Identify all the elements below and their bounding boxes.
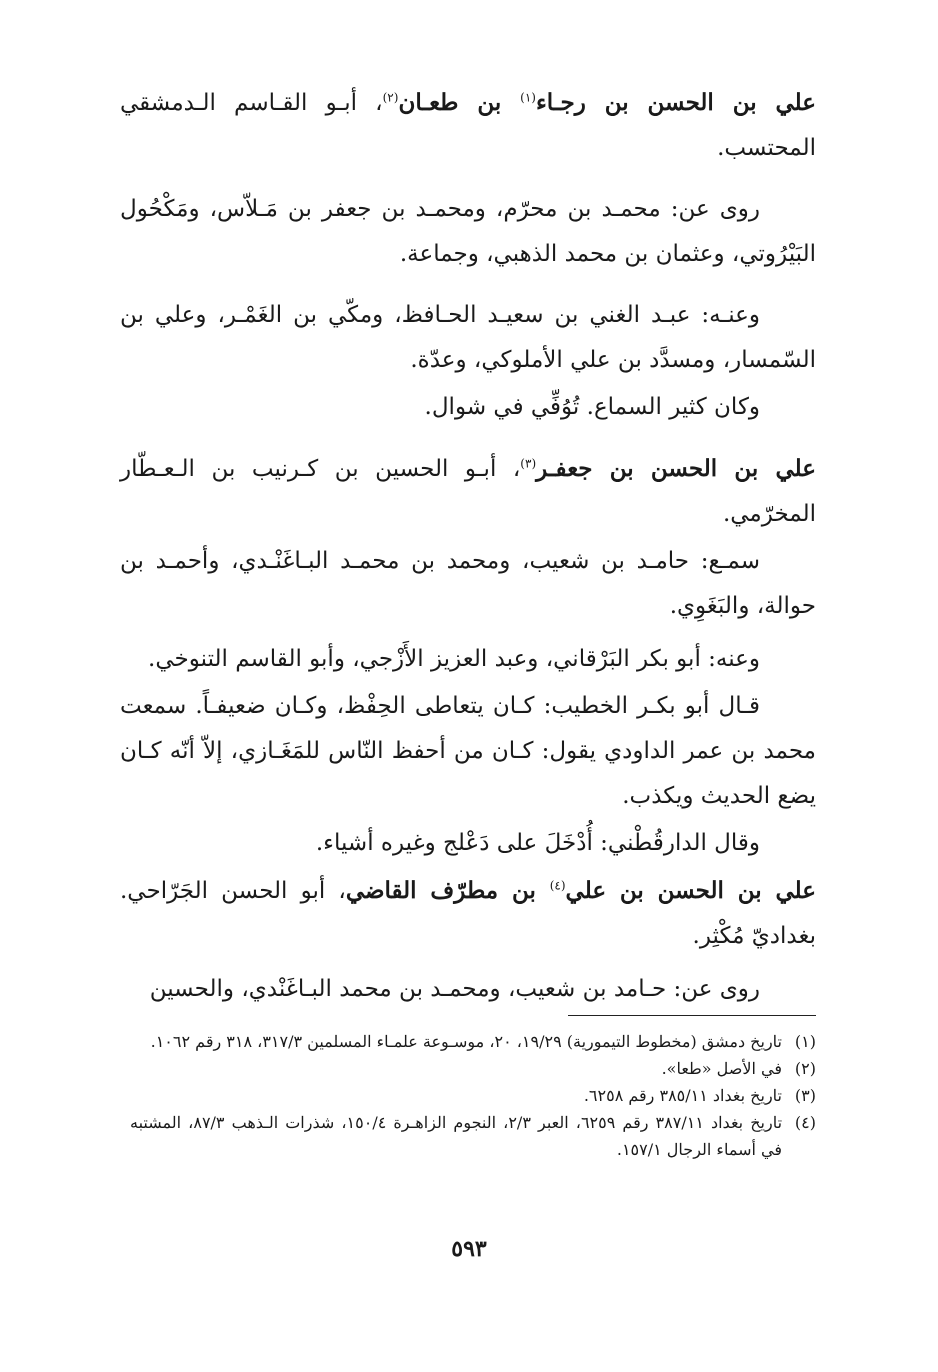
footnote-text: في الأصل «طعا». <box>661 1059 782 1078</box>
main-text <box>120 80 816 1012</box>
entry-name-cont: بن مطرّف القاضي <box>345 877 550 904</box>
footnote-number: (١) <box>794 1032 816 1051</box>
footnote-ref[interactable]: (٢) <box>382 90 399 105</box>
paragraph: وعنـه: عبـد الغني بن سعيـد الحـافظ، ومكّي بن الغَمْـر، وعلي بن السّمسار، ومسدَّد بن علي الأملوكي، وعدّة. <box>120 302 816 373</box>
footnote-item <box>130 1055 816 1082</box>
paragraph: روى عن: محمـد بن محرّم، ومحمـد بن جعفر بن مَـلاّس، ومَكْحُول البَيْرُوتي، وعثمان بن محمد الذهبي، وجماعة. <box>120 196 816 267</box>
footnote-text: تاريخ بغداد ٣٨٧/١١ رقم ٦٢٥٩، العبر ٢/٣، النجوم الزاهـرة ١٥٠/٤، شذرات الـذهب ٨٧/٣، المشتبه في أسماء الرجال ١٥٧/١. <box>130 1113 783 1159</box>
entry-kunya: ، أبـو القـاسم الـدمشقي المحتسب. <box>120 90 816 161</box>
entry-heading <box>120 868 816 959</box>
paragraph: قـال أبو بكـر الخطيب: كـان يتعاطى الحِفْظ، وكـان ضعيفـاً. سمعت محمد بن عمر الداودي يقول: كـان من أحفظ النّاس للمَغَـازي، إلاّ أنّه كـان يضع الحديث ويكذب. <box>120 693 816 809</box>
paragraph: روى عن: حـامد بن شعيب، ومحمـد بن محمد البـاغَنْدي، والحسين <box>149 976 760 1002</box>
entry-heading <box>120 80 816 171</box>
footnotes <box>130 1028 816 1163</box>
entry-name: علي بن الحسن بن علي <box>565 877 817 904</box>
entry-name: علي بن الحسن بن رجـاء <box>535 89 816 116</box>
footnote-item <box>130 1082 816 1109</box>
entry-heading <box>120 446 816 537</box>
footnote-number: (٣) <box>794 1086 816 1105</box>
footnote-text: تاريخ دمشق (مخطوط التيمورية) ١٩/٢٩، ٢٠، موسـوعة علمـاء المسلمين ٣١٧/٣، ٣١٨ رقم ١٠٦٢. <box>150 1032 782 1051</box>
footnote-ref[interactable]: (١) <box>520 90 536 105</box>
footnote-item <box>130 1028 816 1055</box>
footnote-ref[interactable]: (٣) <box>520 456 537 471</box>
footnote-ref[interactable]: (٤) <box>549 878 566 893</box>
entry-name-cont: بن طعـان <box>398 89 521 116</box>
footnote-number: (٤) <box>794 1113 816 1132</box>
footnote-number: (٢) <box>794 1059 816 1078</box>
footnote-text: تاريخ بغداد ٣٨٥/١١ رقم ٦٢٥٨. <box>583 1086 782 1105</box>
page-number: ٥٩٣ <box>451 1236 487 1262</box>
paragraph: وقال الدارقُطْني: أُدْخَلَ على دَعْلج وغيره أشياء. <box>315 830 760 856</box>
footnote-separator <box>568 1015 816 1016</box>
entry-kunya: ، أبو الحسن الجَرّاحي. بغداديّ مُكْثِر. <box>120 878 816 949</box>
paragraph: وعنه: أبو بكر البَرْقاني، وعبد العزيز الأَزْجي، وأبو القاسم التنوخي. <box>148 646 760 672</box>
paragraph: سمـع: حامـد بن شعيب، ومحمد بن محمـد البـاغَنْـدي، وأحمـد بن حوالة، والبَغَوِي. <box>120 548 816 619</box>
entry-name: علي بن الحسن بن جعفـر <box>536 455 816 482</box>
footnote-item <box>130 1109 816 1163</box>
paragraph: وكان كثير السماع. تُوُفِّي في شوال. <box>424 394 760 420</box>
entry-kunya: ، أبـو الحسين بن كـرنيب بن الـعـطّار المخرّمي. <box>120 456 816 527</box>
